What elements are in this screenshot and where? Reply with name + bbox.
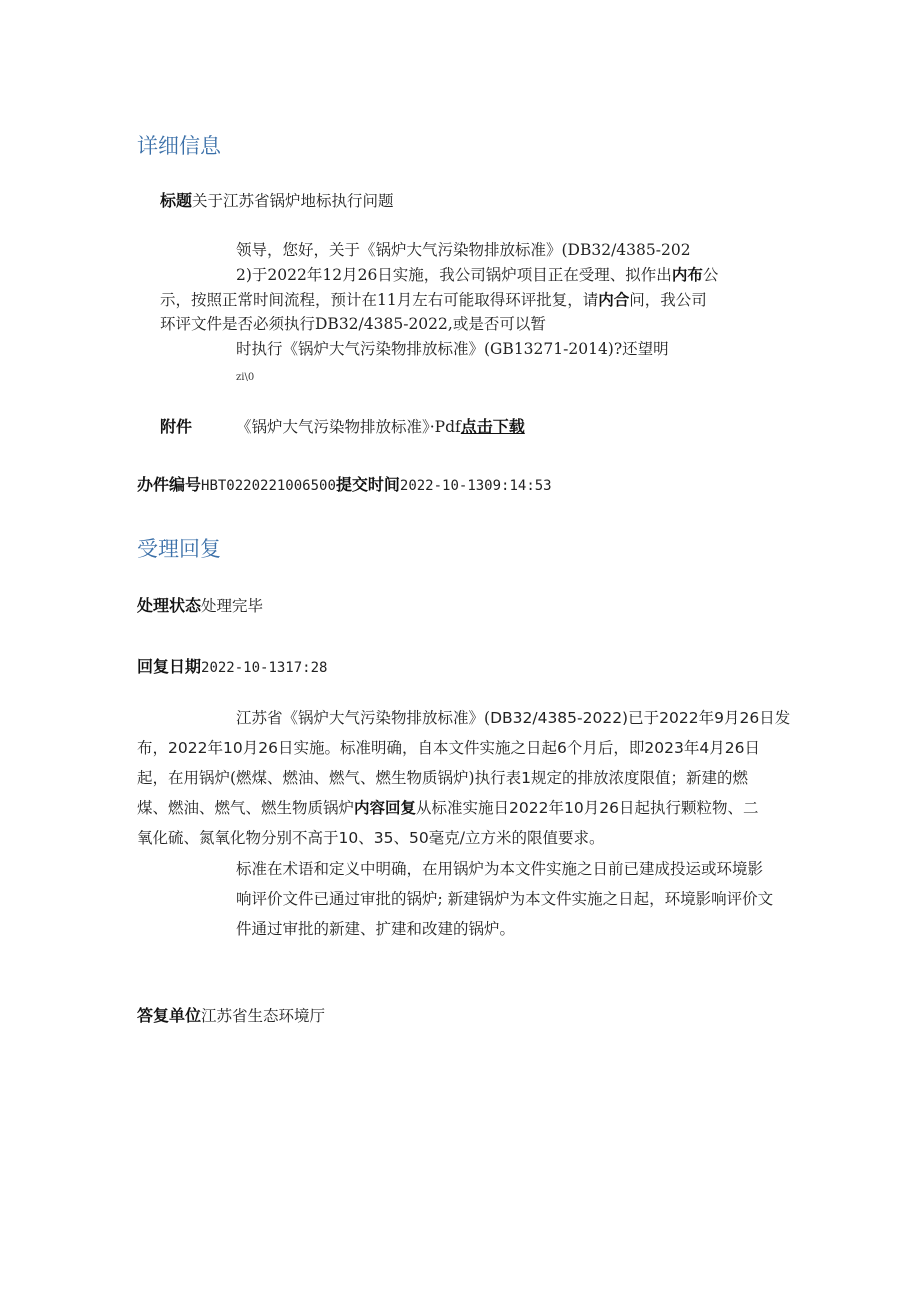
reply-line-2: 布，2022年10月26日实施。标准明确，自本文件实施之日起6个月后，即2023年4月26日 — [137, 739, 760, 757]
status-value: 处理完毕 — [201, 597, 264, 615]
reply-line-1: 江苏省《锅炉大气污染物排放标准》(DB32/4385-2022)已于2022年9月26日发 — [236, 709, 791, 727]
reply-line-7: 响评价文件已通过审批的锅炉; 新建锅炉为本文件实施之日起，环境影响评价文 — [236, 890, 774, 908]
question-line-2: 2)于2022年12月26日实施，我公司锅炉项目正在受理、拟作出内布公 — [236, 266, 719, 284]
reply-unit-label: 答复单位 — [137, 1006, 202, 1025]
question-line-1: 领导，您好，关于《锅炉大气污染物排放标准》(DB32/4385-202 — [236, 241, 691, 259]
title-label: 标题 — [160, 191, 193, 210]
title-row — [160, 188, 394, 211]
status-row — [137, 593, 263, 616]
question-line-3: 示，按照正常时间流程，预计在11月左右可能取得环评批复，请内合问，我公司 — [160, 291, 707, 309]
reply-line-6: 标准在术语和定义中明确，在用锅炉为本文件实施之日前已建成投运或环境影 — [236, 860, 764, 878]
attach-row — [236, 414, 525, 437]
reply-line-4: 煤、燃油、燃气、燃生物质锅炉内容回复从标准实施日2022年10月26日起执行颗粒物、二 — [137, 799, 759, 817]
submit-time-value: 2022-10-1309:14:53 — [399, 478, 552, 494]
case-no-label: 办件编号 — [137, 475, 202, 494]
reply-date-row — [137, 654, 327, 677]
reply-date-value: 2022-10-1317:28 — [201, 660, 328, 676]
reply-line-5: 氧化硫、氮氧化物分别不高于10、35、50毫克/立方米的限值要求。 — [137, 829, 605, 847]
question-line-5: 时执行《锅炉大气污染物排放标准》(GB13271-2014)?还望明 — [236, 340, 669, 358]
case-no-value: HBT0220221006500 — [201, 478, 336, 494]
reply-line-8: 件通过审批的新建、扩建和改建的锅炉。 — [236, 920, 516, 938]
reply-unit-value: 江苏省生态环境厅 — [201, 1007, 326, 1025]
detail-section-title: 详细信息 — [137, 134, 221, 158]
title-value: 关于江苏省锅炉地标执行问题 — [192, 192, 394, 210]
case-row — [137, 472, 552, 495]
attach-file: 《锅炉大气污染物排放标准》·Pdf — [236, 418, 461, 436]
question-line-6: zi\0 — [236, 372, 255, 383]
status-label: 处理状态 — [137, 596, 202, 615]
reply-section-title: 受理回复 — [137, 537, 221, 561]
download-link[interactable]: 点击下载 — [460, 417, 525, 436]
reply-unit-row — [137, 1003, 325, 1026]
reply-line-3: 起，在用锅炉(燃煤、燃油、燃气、燃生物质锅炉)执行表1规定的排放浓度限值；新建的燃 — [137, 769, 748, 787]
submit-time-label: 提交时间 — [335, 475, 400, 494]
attach-label: 附件 — [160, 417, 193, 436]
question-line-4: 环评文件是否必须执行DB32/4385-2022,或是否可以暂 — [160, 315, 546, 333]
reply-date-label: 回复日期 — [137, 657, 202, 676]
